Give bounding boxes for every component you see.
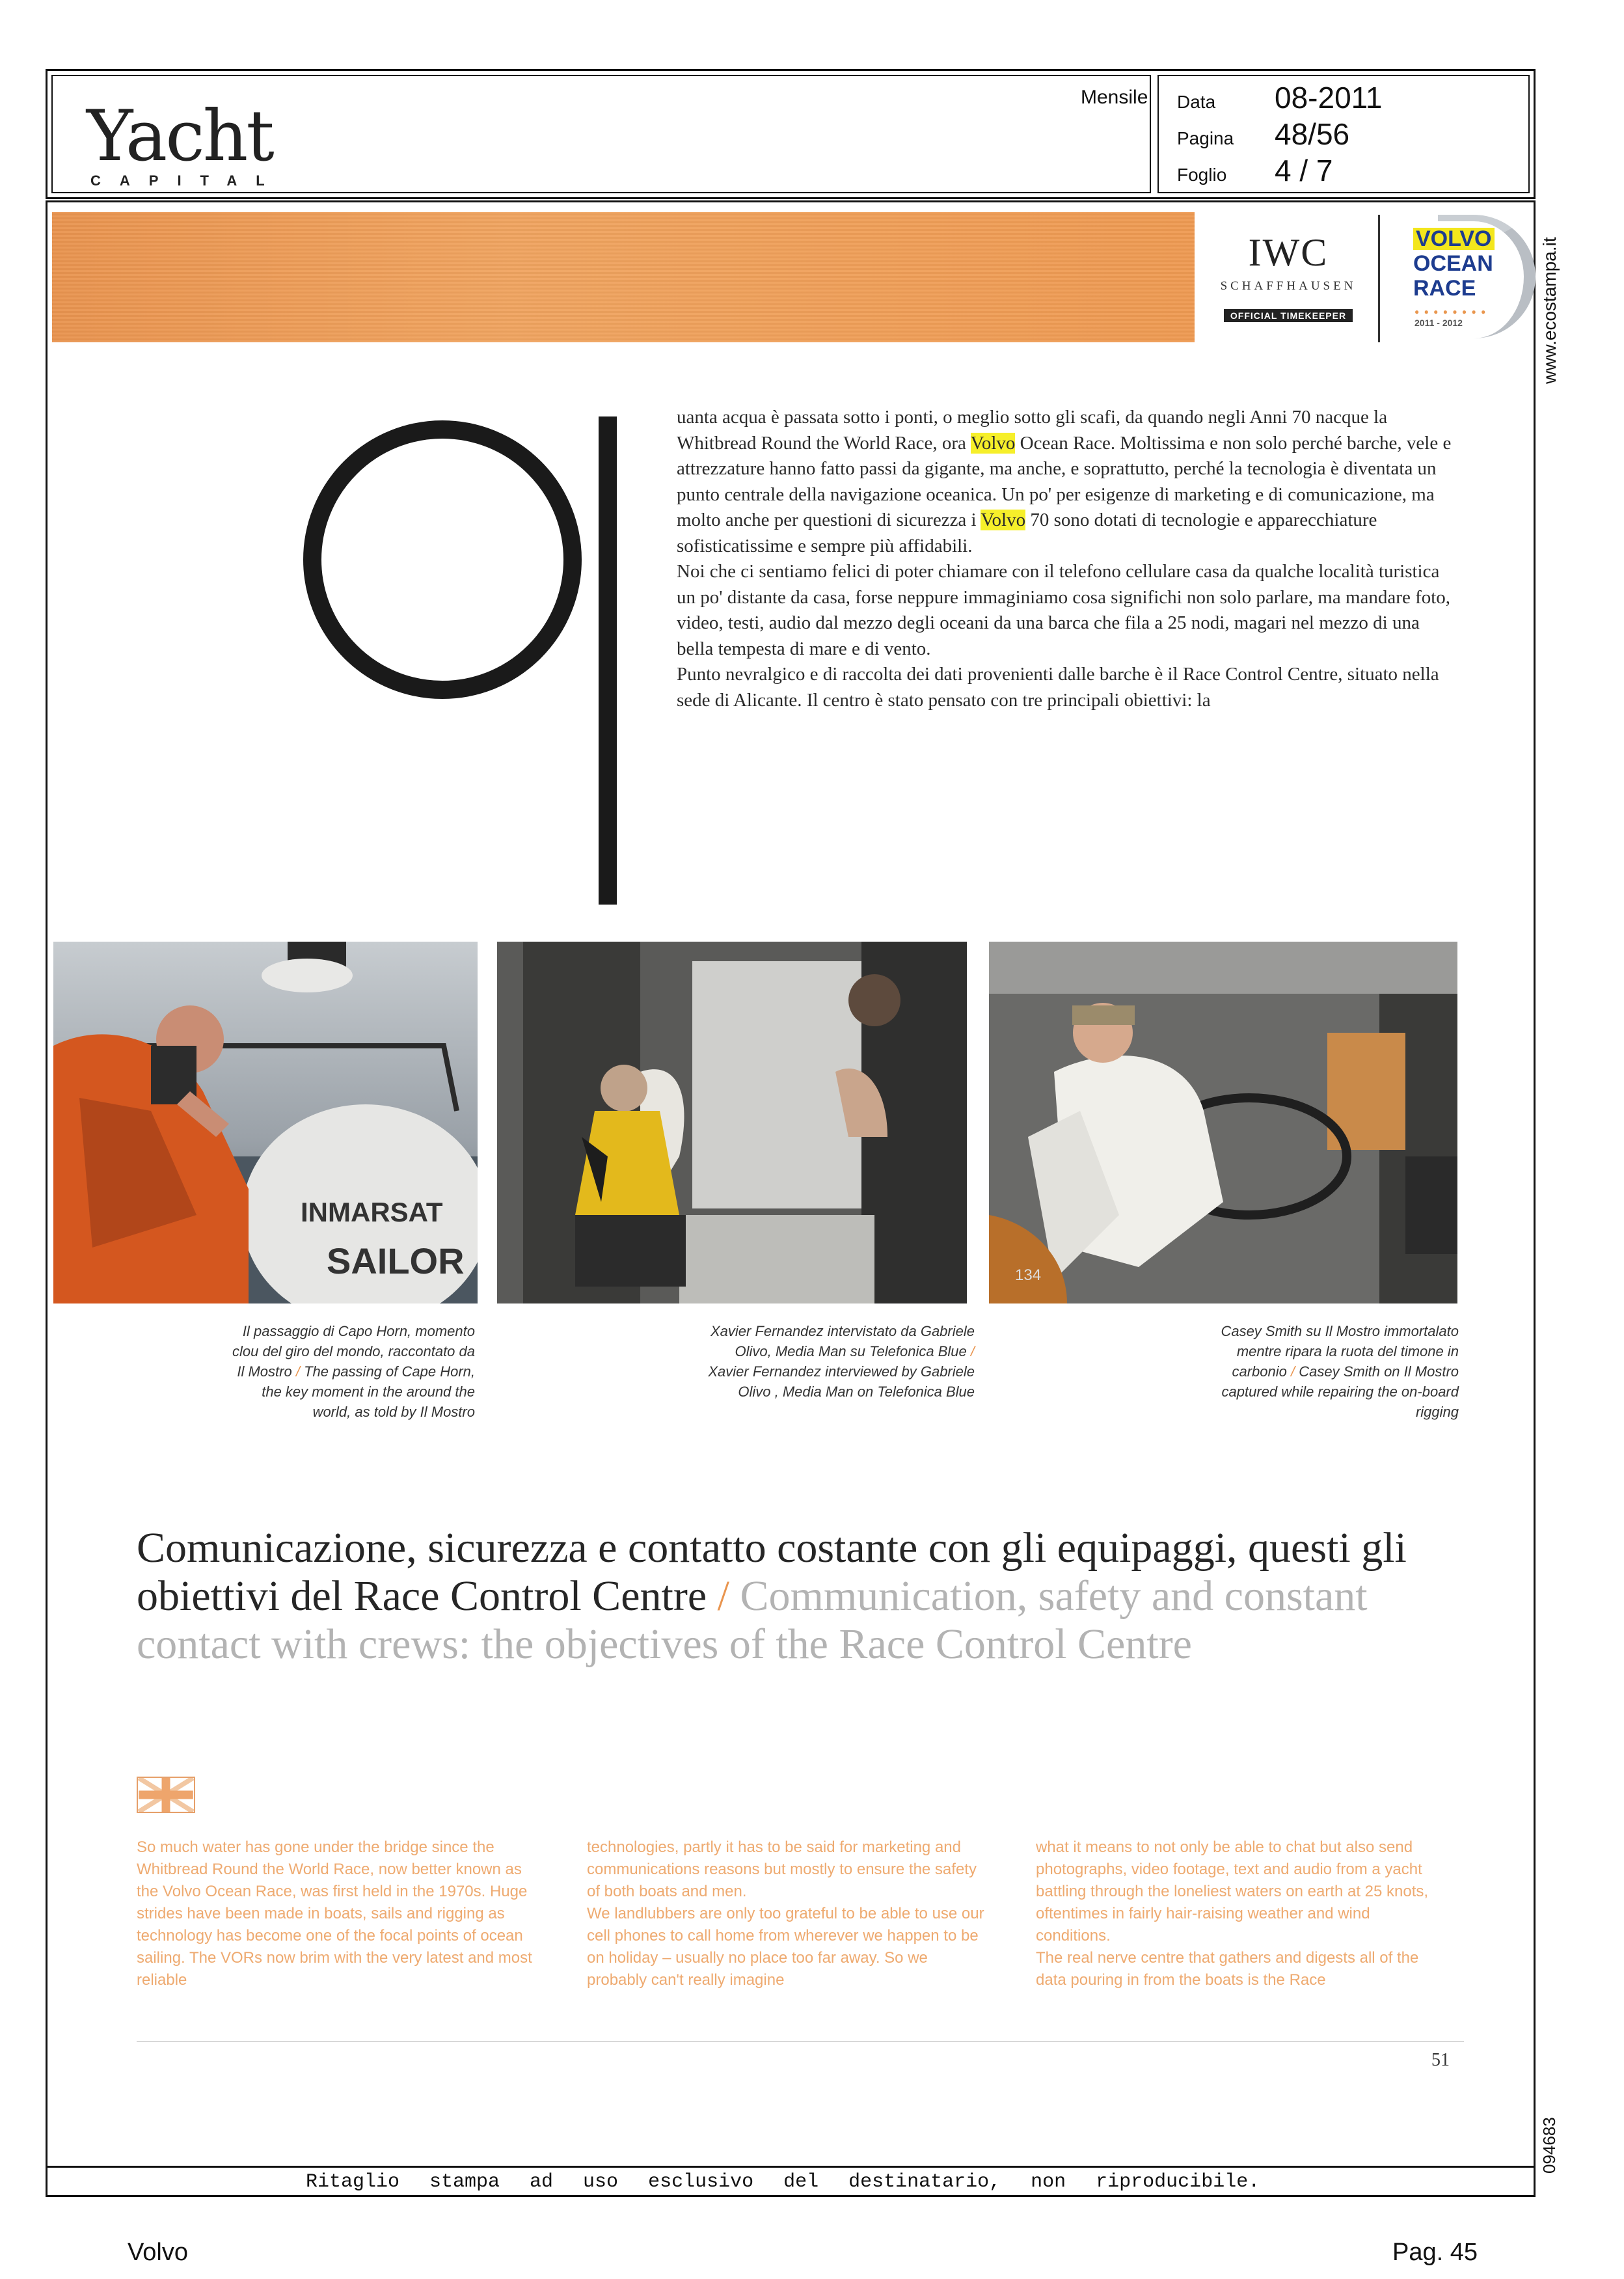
intro-text [677, 405, 1457, 713]
masthead-box [51, 75, 1151, 193]
drop-cap-q [293, 397, 638, 905]
clipping-header [46, 69, 1536, 199]
reproduction-notice: Ritaglio stampa ad uso esclusivo del destinatario, non riproducibile. [306, 2171, 1260, 2193]
svg-text:INMARSAT: INMARSAT [301, 1197, 443, 1227]
intro-paragraph-1: uanta acqua è passata sotto i ponti, o meglio sotto gli scafi, da quando negli Anni 70 nacque la Whitbread Round the World Race, ora Volvo Ocean Race. Moltissima e non solo perché barche, vele e attrezzature hanno fatto passi da gigante, ma anche, e soprattutto, perché la tecnologia è diventata un punto centrale della navigazione oceanica. Un po' per esigenze di marketing e di comunicazione, ma molto anche per questioni di sicurezza i Volvo 70 sono dotati di tecnologie e apparecchiature sofisticatissime e sempre più affidabili. [677, 407, 1452, 556]
highlight-volvo: Volvo [981, 510, 1026, 530]
volvo-ocean-race-logo: VOLVO OCEAN RACE ● ● ● ● ● ● ● ● 2011 - 2012 [1386, 215, 1539, 345]
svg-text:SAILOR: SAILOR [327, 1240, 465, 1281]
headline-italian: Comunicazione, sicurezza e contatto costante con gli equipaggi, questi gli obiettivi del Race Control Centre [137, 1524, 1407, 1620]
svg-text:134: 134 [1015, 1266, 1042, 1284]
page-number: 51 [1431, 2050, 1450, 2070]
english-column-1: So much water has gone under the bridge since the Whitbread Round the World Race, now better known as the Volvo Ocean Race, was first held in the 1970s. Huge strides have been made in boats, sails and rigging as technology has become one of the focal points of ocean sailing. The VORs now brim with the very latest and most reliable [137, 1838, 532, 1989]
photo-repair-wheel [989, 942, 1457, 1303]
highlight-volvo: Volvo [970, 432, 1016, 454]
intro-paragraph-3: Punto nevralgico e di raccolta dei dati provenienti dalle barche è il Race Control Centre, situato nella sede di Alicante. Il centro è stato pensato con tre principali obiettivi: la [677, 664, 1439, 711]
clipping-page: Pag. 45 [1392, 2239, 1478, 2266]
english-column-2: technologies, partly it has to be said for marketing and communications reasons but mostly to ensure the safety of both boats and men. We landlubbers are only too grateful to be able to use our cell phones to call home from wherever we happen to be on holiday – usually no place too far away. So we probably can't really imagine [587, 1838, 984, 1989]
side-website: www.ecostampa.it [1539, 237, 1560, 384]
photo-cape-horn [53, 942, 478, 1303]
caption-repair: Casey Smith su Il Mostro immortalato mentre ripara la ruota del timone in carbonio / Casey Smith on Il Mostro captured while repairing the on-board rigging [1221, 1323, 1459, 1420]
article-headline: Comunicazione, sicurezza e contatto costante con gli equipaggi, questi gli obiettivi del Race Control Centre / Communication, safety and constant contact with crews: the objectives of the Race Control Centre [137, 1524, 1407, 1668]
clipping-meta [1157, 75, 1530, 193]
magazine-logo: Yacht [87, 96, 273, 177]
official-timekeeper-badge: OFFICIAL TIMEKEEPER [1224, 309, 1353, 322]
data-label: Data [1177, 92, 1216, 112]
english-column-3: what it means to not only be able to chat but also send photographs, video footage, text and audio from a yacht battling through the loneliest waters on earth at 25 knots, oftentimes in fairly hair-raising weather and wind conditions. The real nerve centre that gathers and digests all of the data pouring in from the boats is the Race [1036, 1838, 1429, 1989]
iwc-logo: IWC SCHAFFHAUSEN OFFICIAL TIMEKEEPER [1220, 231, 1357, 321]
orange-banner [52, 212, 1195, 342]
caption-interview: Xavier Fernandez intervistato da Gabriele Olivo, Media Man su Telefonica Blue / Xavier Fernandez interviewed by Gabriele Olivo , Media Man on Telefonica Blue [708, 1323, 975, 1400]
magazine-logo-sub: CAPITAL [90, 172, 284, 189]
headline-english: Communication, safety and constant contact with crews: the objectives of the Race Control Centre [137, 1572, 1368, 1668]
side-code: 094683 [1539, 2117, 1559, 2174]
pagina-value: 48/56 [1275, 117, 1350, 151]
data-value: 08-2011 [1275, 81, 1383, 115]
footer-rule [47, 2166, 1534, 2168]
intro-paragraph-2: Noi che ci sentiamo felici di poter chiamare con il telefono cellulare casa da qualche località turistica un po' distante da casa, forse neppure immaginiamo cosa significhi non solo parlare, ma mandare foto, video, testi, audio dal mezzo degli oceani da una barca che fila a 25 nodi, magari nel mezzo di una bella tempesta di mare e di vento. [677, 561, 1451, 659]
publication-period: Mensile [1081, 87, 1148, 108]
client-name: Volvo [128, 2239, 188, 2266]
caption-cape-horn: Il passaggio di Capo Horn, momento clou del giro del mondo, raccontato da Il Mostro / The passing of Cape Horn, the key moment in the around the world, as told by Il Mostro [232, 1323, 475, 1420]
foglio-value: 4 / 7 [1275, 154, 1333, 187]
logo-divider [1378, 215, 1380, 342]
photo-interview [497, 942, 967, 1303]
foglio-label: Foglio [1177, 165, 1227, 185]
bottom-rule [137, 2041, 1464, 2042]
uk-flag-icon [137, 1777, 195, 1813]
pagina-label: Pagina [1177, 128, 1234, 148]
